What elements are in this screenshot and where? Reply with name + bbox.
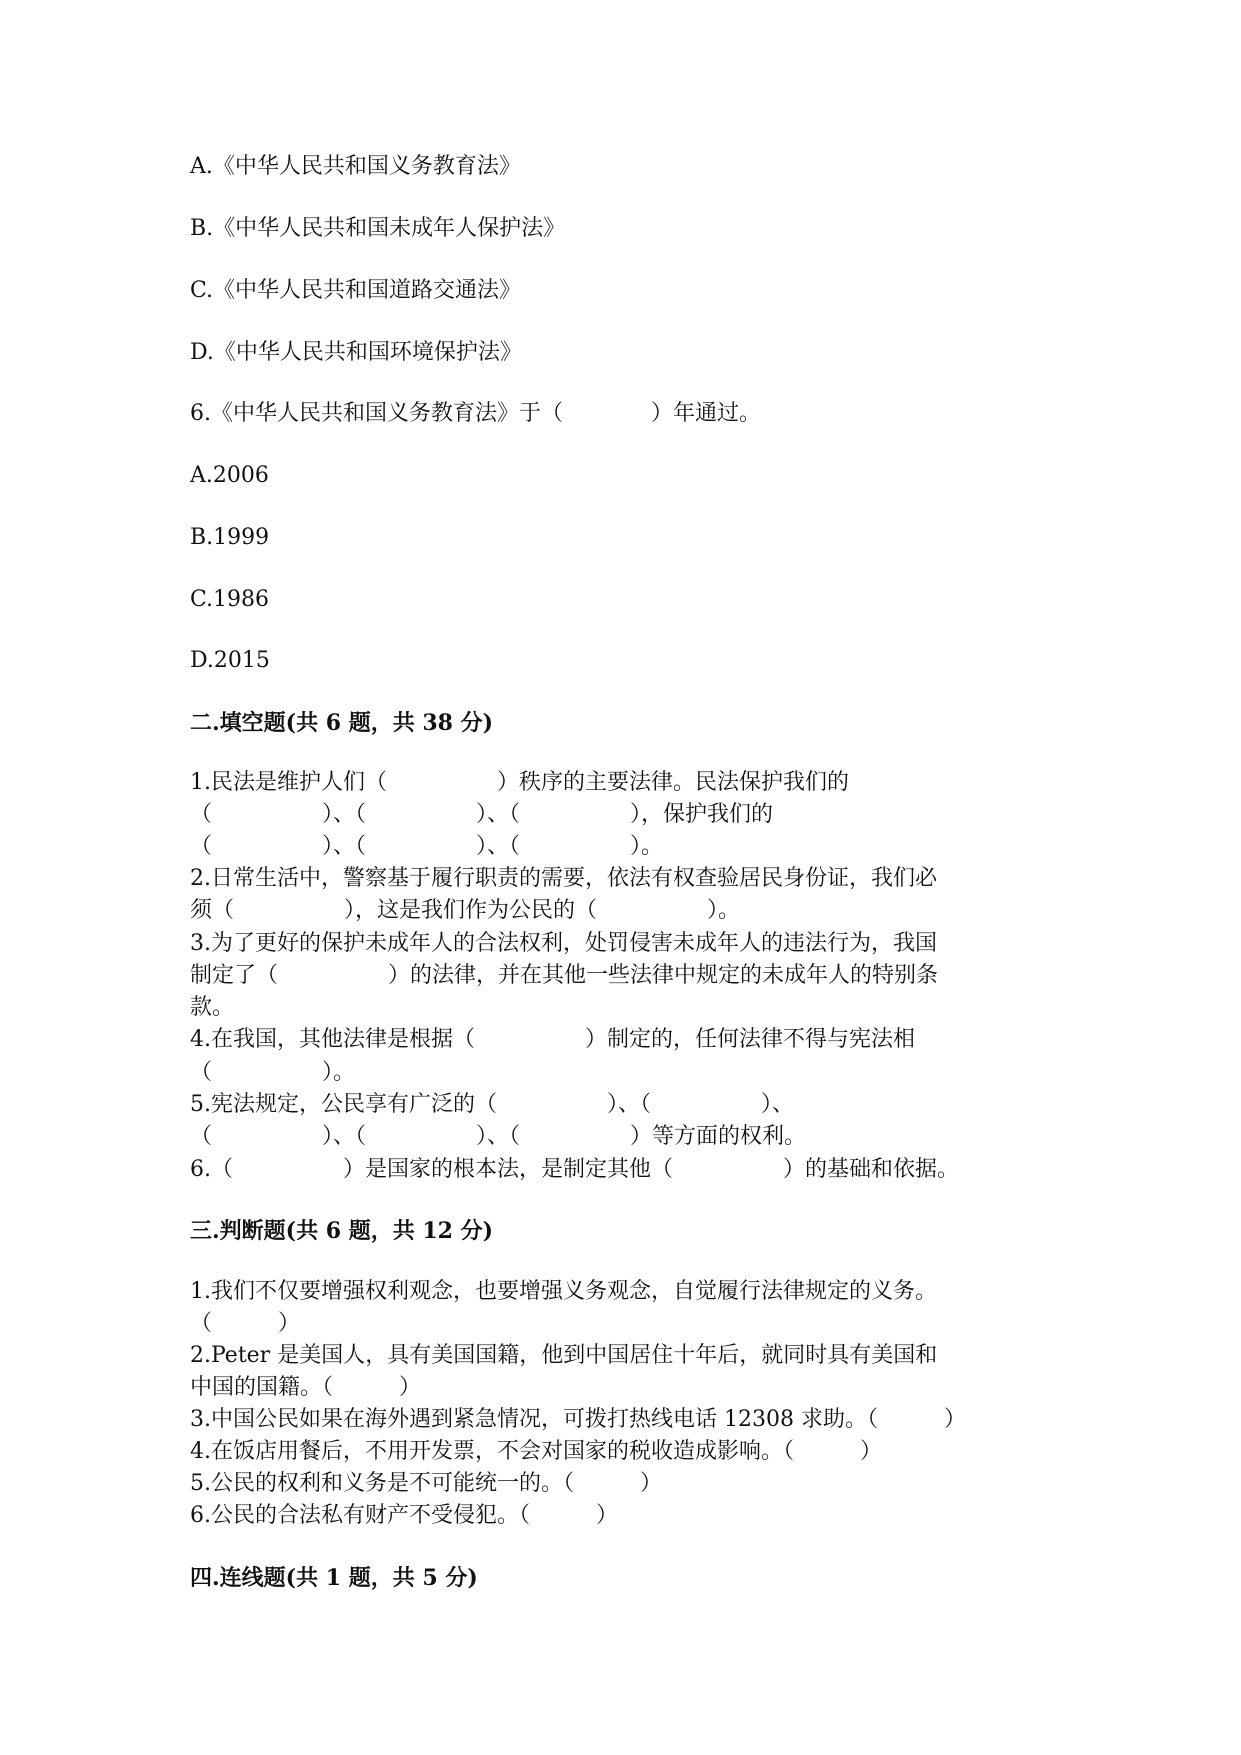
q6-option-a: A.2006 <box>190 463 269 488</box>
fill-line: （ ）、（ ）、（ ）。 <box>190 834 664 859</box>
judge-line: 6.公民的合法私有财产不受侵犯。（ ） <box>190 1503 618 1528</box>
q6-option-c: C.1986 <box>190 587 270 612</box>
q5-option-d: D.《中华人民共和国环境保护法》 <box>190 340 522 365</box>
fill-line: 款。 <box>190 995 235 1020</box>
fill-line: （ ）、（ ）、（ ），保护我们的 <box>190 802 774 827</box>
judge-line: 5.公民的权利和义务是不可能统一的。（ ） <box>190 1471 662 1496</box>
judge-line: 中国的国籍。（ ） <box>190 1375 422 1400</box>
q5-option-a: A.《中华人民共和国义务教育法》 <box>190 154 521 179</box>
q6-stem: 6.《中华人民共和国义务教育法》于（ ）年通过。 <box>190 401 761 426</box>
section-3-title: 三.判断题(共 6 题，共 12 分) <box>190 1218 494 1244</box>
q6-option-b: B.1999 <box>190 525 270 550</box>
fill-line: 4.在我国，其他法律是根据（ ）制定的，任何法律不得与宪法相 <box>190 1027 915 1052</box>
judge-line: （ ） <box>190 1311 301 1336</box>
fill-line: 6.（ ）是国家的根本法，是制定其他（ ）的基础和依据。 <box>190 1157 959 1182</box>
q5-option-c: C.《中华人民共和国道路交通法》 <box>190 278 522 303</box>
fill-line: 5.宪法规定，公民享有广泛的（ ）、（ ）、 <box>190 1092 794 1117</box>
judge-line: 4.在饭店用餐后，不用开发票，不会对国家的税收造成影响。（ ） <box>190 1439 882 1464</box>
section-4-title: 四.连线题(共 1 题，共 5 分) <box>190 1565 478 1591</box>
judge-line: 3.中国公民如果在海外遇到紧急情况，可拨打热线电话 12308 求助。（ ） <box>190 1407 966 1432</box>
fill-line: 2.日常生活中，警察基于履行职责的需要，依法有权查验居民身份证，我们必 <box>190 866 937 891</box>
fill-line: （ ）。 <box>190 1060 356 1085</box>
judge-line: 1.我们不仅要增强权利观念，也要增强义务观念，自觉履行法律规定的义务。 <box>190 1279 937 1304</box>
q5-option-b: B.《中华人民共和国未成年人保护法》 <box>190 216 566 241</box>
fill-line: （ ）、（ ）、（ ）等方面的权利。 <box>190 1124 807 1149</box>
judge-line: 2.Peter 是美国人，具有美国国籍，他到中国居住十年后，就同时具有美国和 <box>190 1343 938 1368</box>
q6-option-d: D.2015 <box>190 648 270 673</box>
fill-line: 3.为了更好的保护未成年人的合法权利，处罚侵害未成年人的违法行为，我国 <box>190 931 937 956</box>
fill-line: 制定了（ ）的法律，并在其他一些法律中规定的未成年人的特别条 <box>190 963 939 988</box>
fill-line: 1.民法是维护人们（ ）秩序的主要法律。民法保护我们的 <box>190 770 849 795</box>
fill-line: 须（ ），这是我们作为公民的（ ）。 <box>190 898 741 923</box>
section-2-title: 二.填空题(共 6 题，共 38 分) <box>190 710 494 736</box>
